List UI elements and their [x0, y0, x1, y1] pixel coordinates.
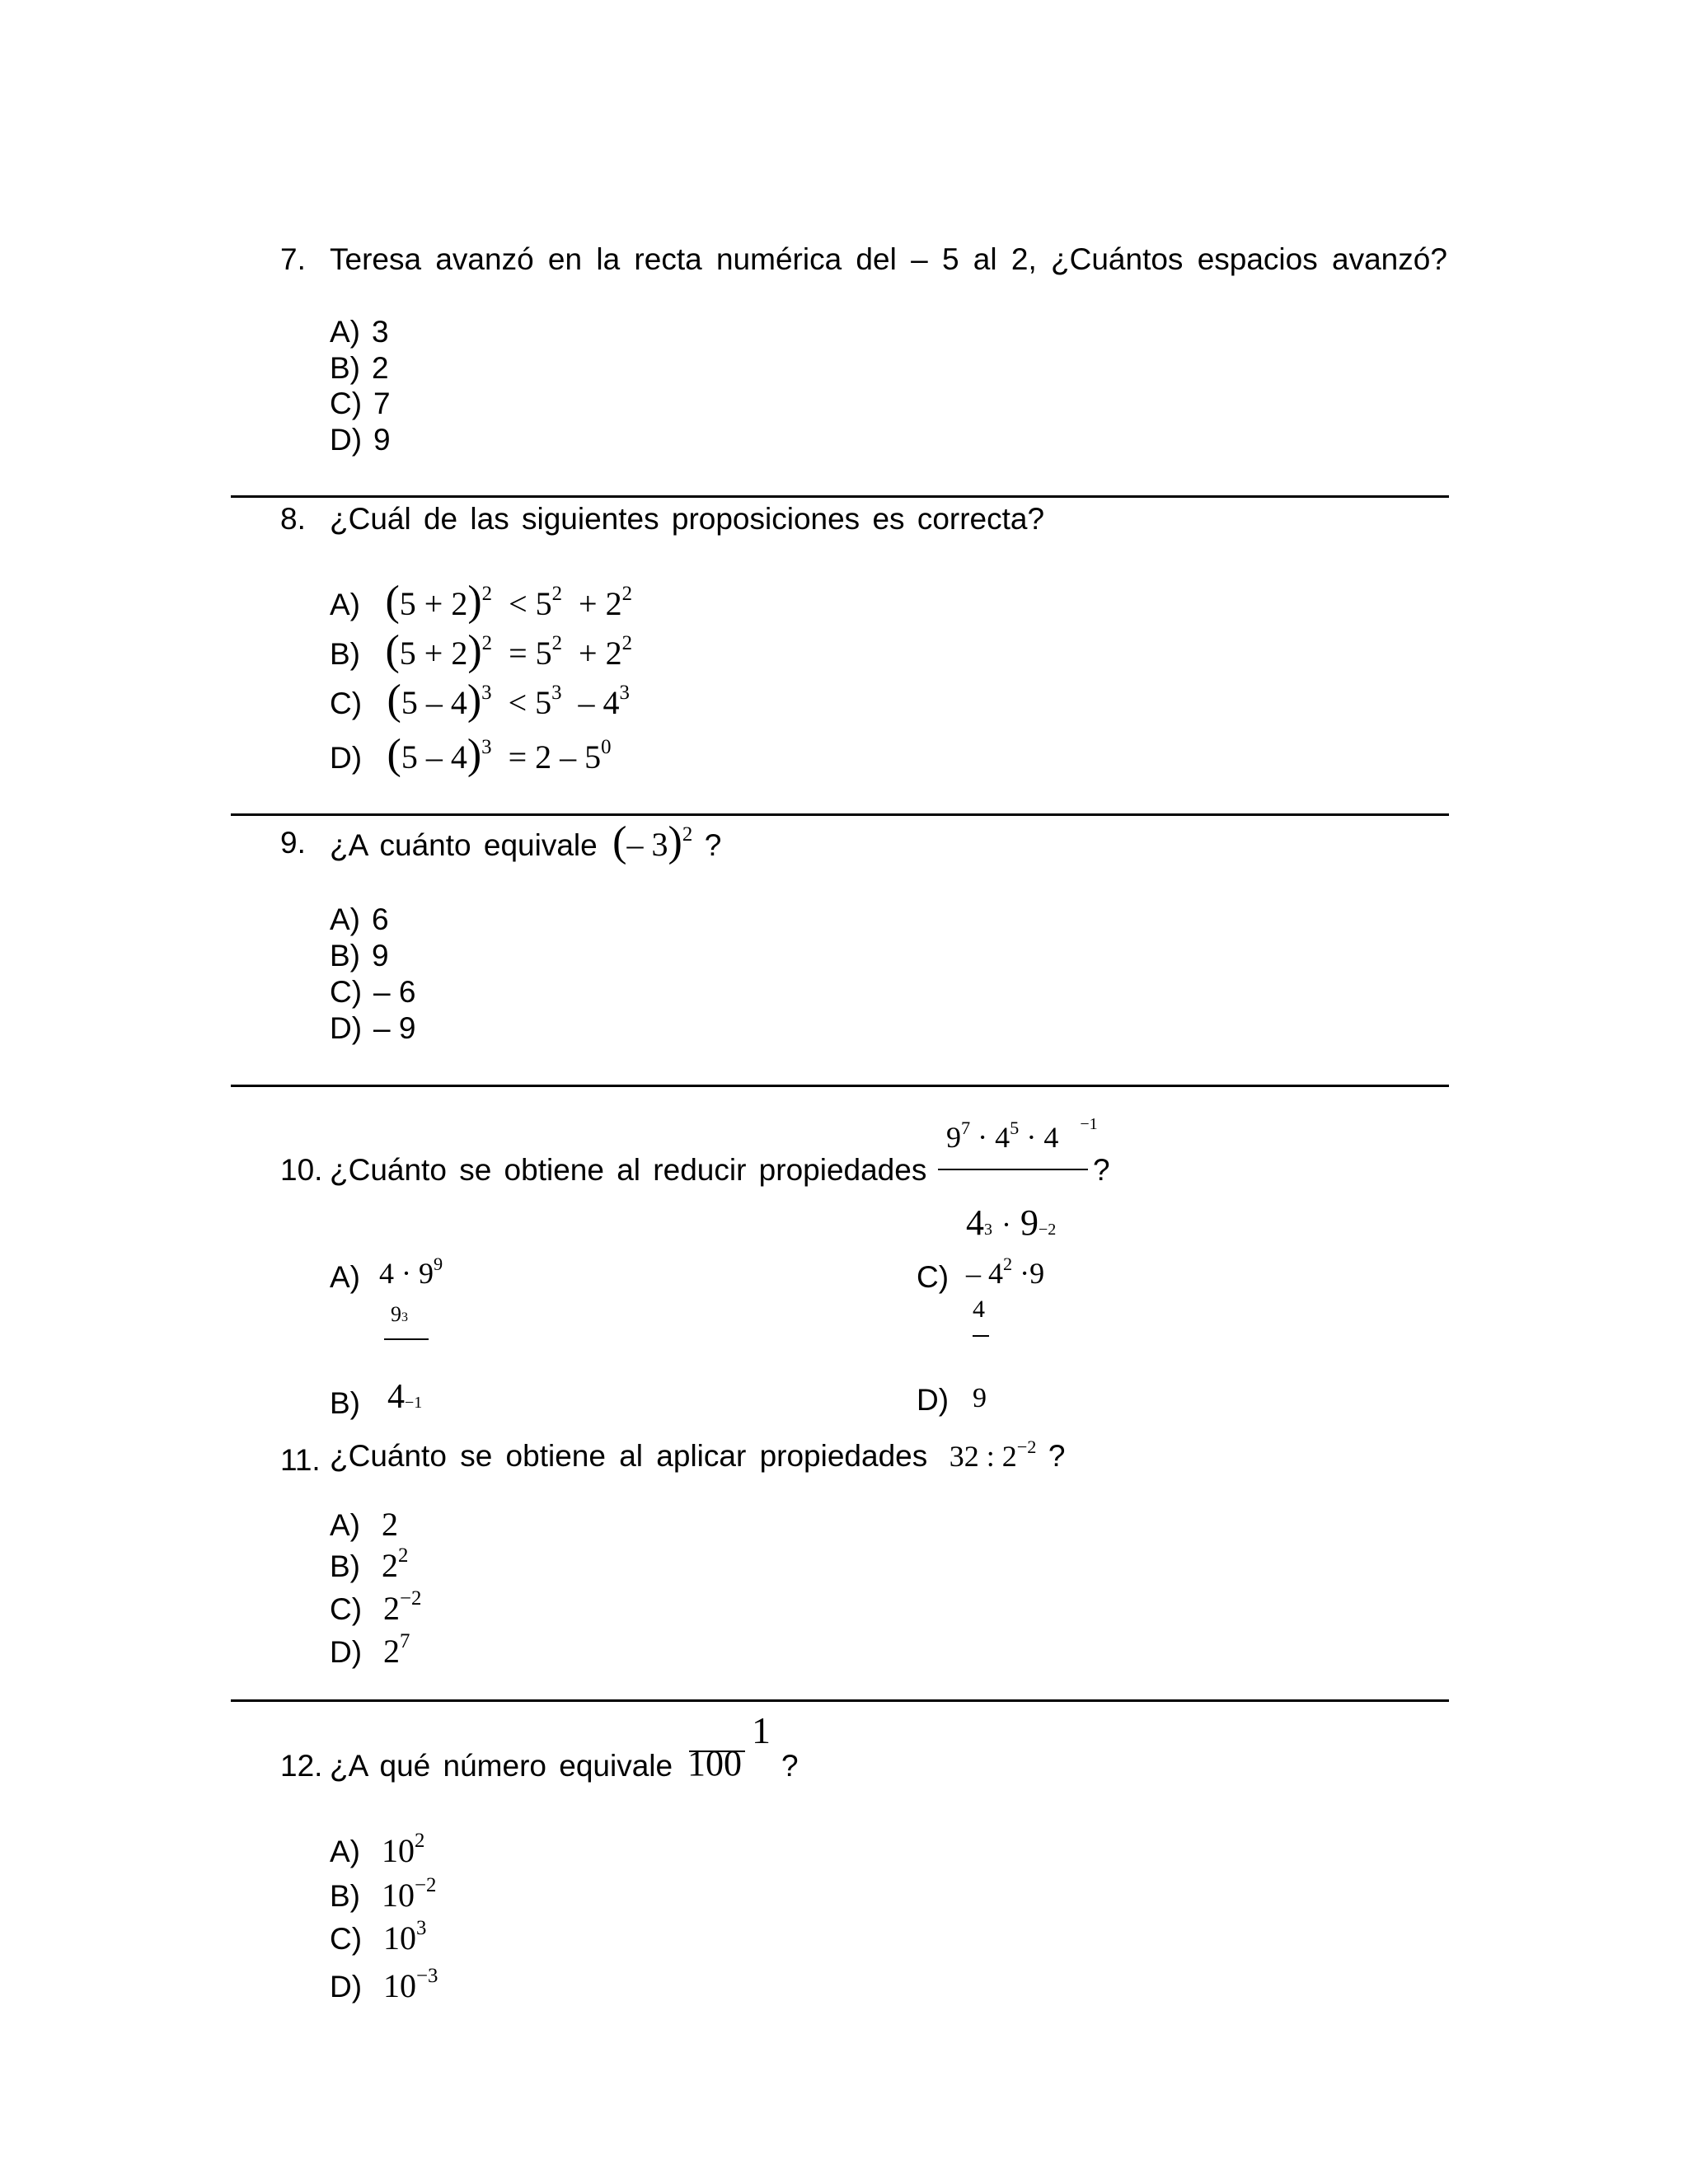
option-value: $2^7$ — [383, 1630, 410, 1670]
question-8-number: 8. — [280, 502, 306, 536]
option-d[interactable] — [330, 424, 391, 455]
option-value: 3 — [372, 315, 389, 349]
option-label: B) — [330, 351, 360, 385]
question-7-number: 7. — [280, 242, 306, 276]
option-label: A) — [330, 588, 360, 621]
option-numerator: – $4^2 \cdot 9$ — [966, 1253, 1045, 1290]
option-value: $10^2$ — [382, 1830, 425, 1869]
option-a[interactable] — [330, 580, 632, 623]
option-value: 2 — [382, 1506, 398, 1543]
option-a[interactable] — [330, 316, 389, 347]
option-label: D) — [330, 423, 363, 457]
fraction-denominator: 100 — [687, 1743, 742, 1783]
option-b[interactable] — [330, 1544, 409, 1584]
option-value: 9 — [373, 423, 391, 457]
option-value: – 9 — [373, 1011, 416, 1045]
option-label: B) — [330, 939, 360, 972]
option-label: B) — [330, 1386, 360, 1420]
option-value: 6 — [372, 902, 389, 936]
option-d[interactable] — [330, 1013, 415, 1043]
option-value: $2^2$ — [382, 1544, 409, 1584]
question-12-end: ? — [781, 1749, 799, 1783]
option-a[interactable] — [330, 904, 389, 935]
option-b[interactable] — [330, 940, 389, 971]
question-11-expression: 32 : $2^{-2}$ — [949, 1436, 1037, 1473]
option-d[interactable] — [330, 1965, 438, 2004]
option-expression: $(5 + 2)^2 = 5^2 + 2^2$ — [385, 627, 633, 674]
option-a[interactable] — [330, 1508, 398, 1541]
option-label: C) — [330, 1592, 363, 1626]
option-c[interactable] — [330, 1917, 427, 1957]
option-expression: 4−1 — [387, 1378, 423, 1416]
option-label: C) — [330, 975, 363, 1009]
option-c[interactable] — [330, 388, 391, 419]
fraction-bar — [384, 1338, 429, 1340]
option-label: D) — [330, 1635, 363, 1669]
option-numerator: $4 \cdot 9^9$ — [379, 1253, 443, 1290]
section-divider — [231, 813, 1449, 816]
option-denominator: 93 — [391, 1302, 408, 1326]
fraction-denominator: 43 · 9−2 — [966, 1202, 1057, 1243]
option-label: D) — [917, 1383, 950, 1417]
option-value: $10^3$ — [383, 1917, 427, 1957]
question-11-text: ¿Cuánto se obtiene al aplicar propiedades 32 : $2^{-2}$ ? — [330, 1436, 1066, 1473]
fraction-bar — [973, 1335, 989, 1337]
section-divider — [231, 1699, 1449, 1702]
option-label: D) — [330, 741, 363, 775]
option-b[interactable] — [330, 627, 633, 674]
option-c[interactable] — [330, 679, 630, 722]
option-denominator: 4 — [973, 1296, 985, 1323]
option-value: $2^{-2}$ — [383, 1587, 422, 1627]
section-divider — [231, 1085, 1449, 1087]
fraction-numerator: $9^7 \cdot 4^5 \cdot 4 -1$ — [946, 1115, 1098, 1154]
question-10-text: ¿Cuánto se obtiene al reducir propiedades — [330, 1153, 927, 1187]
question-8-text: ¿Cuál de las siguientes proposiciones es correcta? — [330, 502, 1045, 536]
fraction-numerator: 1 — [752, 1709, 771, 1751]
section-divider — [231, 495, 1449, 498]
option-value: $10^{-3}$ — [383, 1965, 438, 2004]
option-expression: $(5 - 4)^3 = 2 - 5^0$ — [387, 731, 612, 778]
option-label: A) — [330, 1508, 360, 1542]
option-a[interactable] — [330, 1830, 425, 1869]
option-value: $10^{-2}$ — [382, 1874, 437, 1914]
option-label: D) — [330, 1970, 363, 2004]
option-value: – 6 — [373, 975, 416, 1009]
option-expression: $(5 + 2)^2 < 5^2 + 2^2$ — [385, 578, 633, 625]
question-9-number: 9. — [280, 826, 306, 860]
question-10-number: 10. — [280, 1153, 323, 1187]
option-label: C) — [330, 687, 363, 720]
option-label: A) — [330, 1260, 360, 1294]
option-label: A) — [330, 1835, 360, 1868]
option-label: C) — [330, 387, 363, 420]
question-9-expression: (– 3)$^2$ — [612, 818, 693, 865]
option-b[interactable] — [330, 1874, 437, 1914]
question-12-text: ¿A qué número equivale — [330, 1749, 673, 1783]
option-label: C) — [330, 1922, 363, 1956]
option-label: C) — [917, 1260, 950, 1294]
question-11-number: 11. — [280, 1443, 321, 1477]
option-value: 9 — [973, 1383, 987, 1413]
option-label: A) — [330, 902, 360, 936]
option-label: B) — [330, 1879, 360, 1913]
option-value: 9 — [372, 939, 389, 972]
option-label: D) — [330, 1011, 363, 1045]
option-d[interactable] — [330, 733, 612, 776]
option-c[interactable] — [330, 977, 415, 1007]
option-label: A) — [330, 315, 360, 349]
question-7-text: Teresa avanzó en la recta numérica del – 5 al 2, ¿Cuántos espacios avanzó? — [330, 242, 1447, 276]
option-label: B) — [330, 1549, 360, 1583]
option-expression: $(5 - 4)^3 < 5^3 - 4^3$ — [387, 677, 630, 724]
question-10-end: ? — [1093, 1153, 1110, 1187]
fraction-bar — [938, 1169, 1088, 1170]
option-b[interactable] — [330, 353, 389, 383]
question-12-number: 12. — [280, 1749, 323, 1783]
option-c[interactable] — [330, 1587, 422, 1627]
option-value: 7 — [373, 387, 391, 420]
option-d[interactable] — [330, 1630, 410, 1670]
question-9-text: ¿A cuánto equivale (– 3)$^2$ ? — [330, 818, 722, 865]
option-label: B) — [330, 637, 360, 671]
option-value: 2 — [372, 351, 389, 385]
